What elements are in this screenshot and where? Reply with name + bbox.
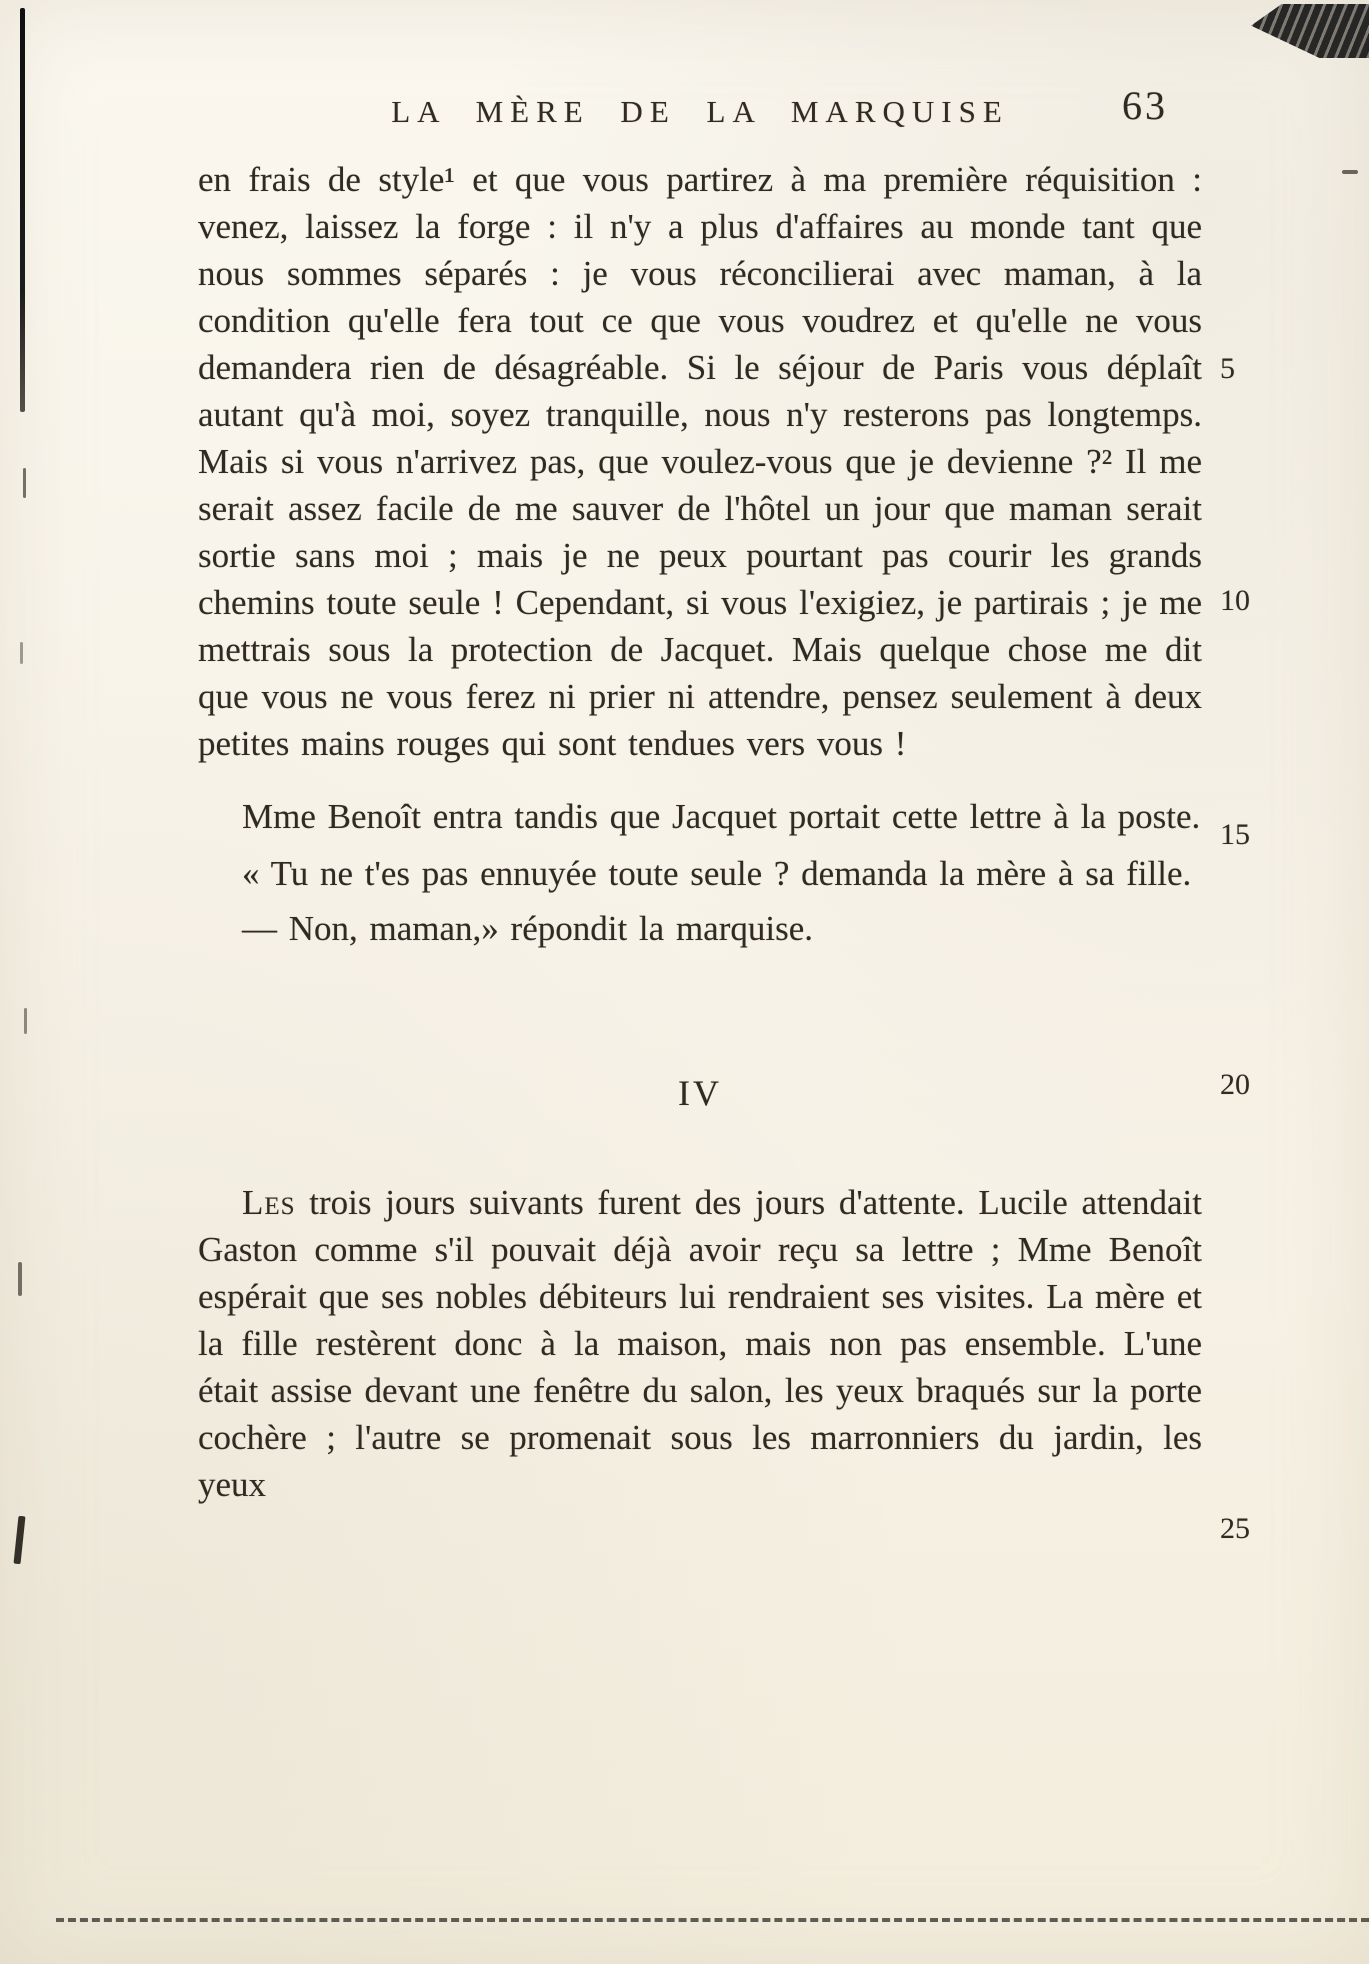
paragraph-narration: Mme Benoît entra tandis que Jacquet portait cette lettre à la poste.: [242, 797, 1201, 836]
margin-line-number: 15: [1220, 818, 1250, 851]
scan-artifact-tick: [20, 642, 23, 664]
scan-artifact-dash: [1342, 170, 1358, 174]
scan-artifact-tick: [14, 1516, 26, 1564]
scan-artifact-tick: [24, 1008, 27, 1034]
page-number: 63: [1122, 83, 1168, 128]
lead-word-smallcaps: Les: [242, 1183, 296, 1222]
corner-smudge: [1251, 4, 1369, 58]
margin-line-number: 25: [1220, 1512, 1250, 1545]
scan-artifact-tick: [23, 468, 26, 498]
bottom-scan-line: [56, 1918, 1369, 1922]
margin-line-number: 10: [1220, 584, 1250, 617]
paragraph-dialogue: — Non, maman,» répondit la marquise.: [242, 909, 813, 948]
paragraph-letter-continuation: en frais de style¹ et que vous partirez à ma première réquisition : venez, laissez la forge : il n'y a plus d'affaires au monde tant que nous sommes séparés : je vous réconcilierai avec maman, à la condition qu'elle fera tout ce que vous voudrez et qu'elle ne vous demandera rien de désagréable. Si le séjour de Paris vous déplaît autant qu'à moi, soyez tranquille, nous n'y resterons pas longtemps. Mais si vous n'arrivez pas, que voulez-vous que je devienne ?² Il me serait assez facile de me sauver de l'hôtel un jour que maman serait sortie sans moi ; mais je ne peux pourtant pas courir les grands chemins toute seule ! Cependant, si vous l'exigiez, je partirais ; je me mettrais sous la protection de Jacquet. Mais quelque chose me dit que vous ne vous ferez ni prier ni attendre, pensez seulement à deux petites mains rouges qui sont tendues vers vous !: [198, 160, 1202, 763]
paragraph-dialogue: « Tu ne t'es pas ennuyée toute seule ? demanda la mère à sa fille.: [242, 854, 1192, 893]
paragraph-chapter-text: trois jours suivants furent des jours d'attente. Lucile attendait Gaston comme s'il pouvait déjà avoir reçu sa lettre ; Mme Benoît espérait que ses nobles débiteurs lui rendraient ses visites. La mère et la fille restèrent donc à la maison, mais non pas ensemble. L'une était assise devant une fenêtre du salon, les yeux braqués sur la porte cochère ; l'autre se promenait sous les marronniers du jardin, les yeux: [198, 1183, 1202, 1504]
paragraph-chapter-start: [198, 1179, 1202, 1508]
running-title: LA MÈRE DE LA MARQUISE: [391, 94, 1009, 129]
page-text: [198, 156, 1202, 1508]
margin-line-number: 20: [1220, 1068, 1250, 1101]
left-binding-mark: [20, 8, 25, 412]
chapter-heading: IV: [678, 1073, 722, 1113]
margin-line-number: 5: [1220, 352, 1235, 385]
scan-artifact-tick: [18, 1262, 22, 1296]
